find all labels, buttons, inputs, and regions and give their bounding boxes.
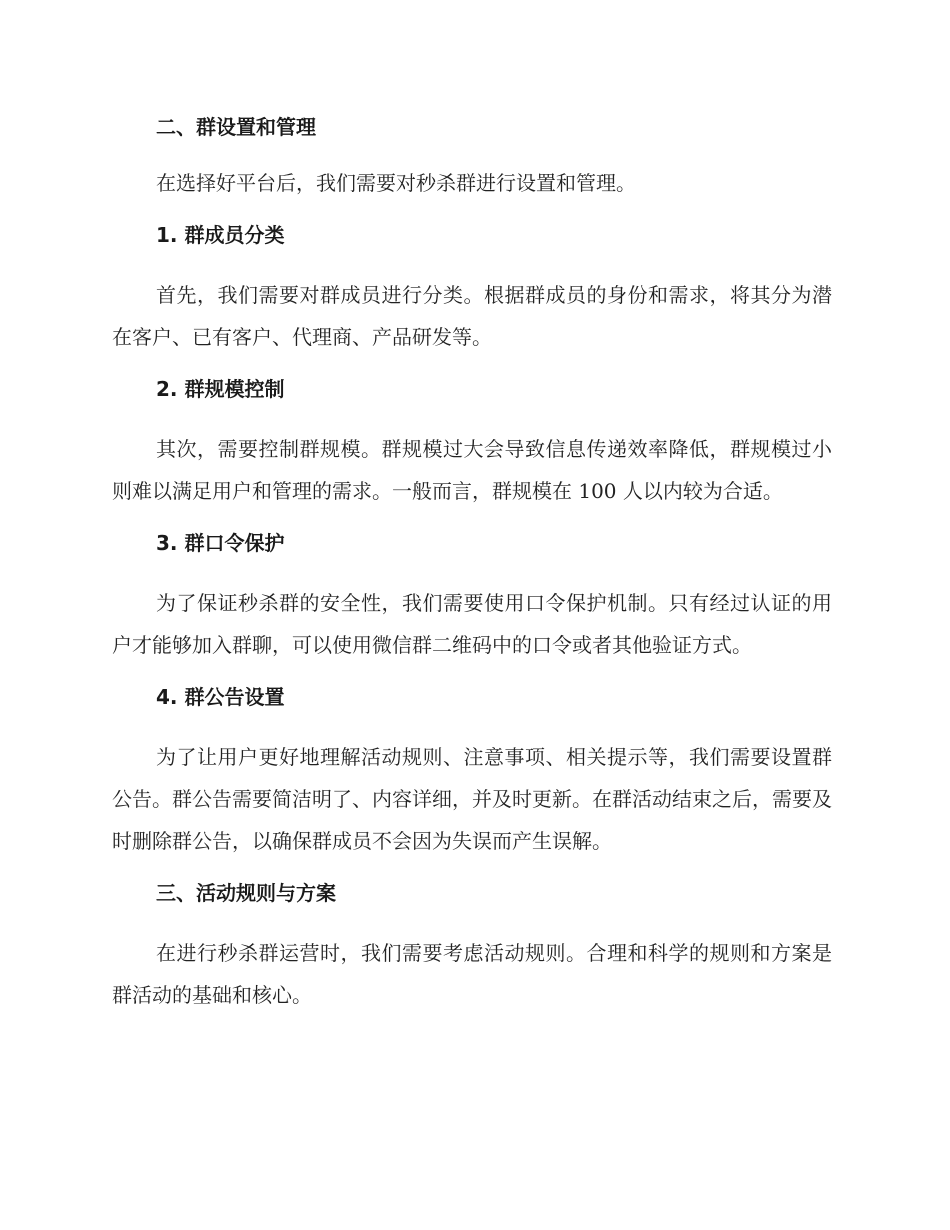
subheading-announcement-settings: 4. 群公告设置 xyxy=(156,685,285,709)
paragraph-announcement-settings: 为了让用户更好地理解活动规则、注意事项、相关提示等，我们需要设置群公告。群公告需要简洁明了、内容详细，并及时更新。在群活动结束之后，需要及时删除群公告，以确保群成员不会因为失误而产生误解。 xyxy=(112,745,832,853)
paragraph-password-protection: 为了保证秒杀群的安全性，我们需要使用口令保护机制。只有经过认证的用户才能够加入群聊，可以使用微信群二维码中的口令或者其他验证方式。 xyxy=(112,591,832,657)
paragraph-activity-rules: 在进行秒杀群运营时，我们需要考虑活动规则。合理和科学的规则和方案是群活动的基础和核心。 xyxy=(112,941,832,1007)
paragraph-group-size-control: 其次，需要控制群规模。群规模过大会导致信息传递效率降低，群规模过小则难以满足用户和管理的需求。一般而言，群规模在 100 人以内较为合适。 xyxy=(112,437,832,503)
paragraph-group-settings-intro: 在选择好平台后，我们需要对秒杀群进行设置和管理。 xyxy=(156,171,636,195)
subheading-password-protection: 3. 群口令保护 xyxy=(156,531,285,555)
paragraph-member-classification: 首先，我们需要对群成员进行分类。根据群成员的身份和需求，将其分为潜在客户、已有客户、代理商、产品研发等。 xyxy=(112,283,832,349)
section-heading-activity-rules: 三、活动规则与方案 xyxy=(156,881,336,905)
subheading-group-size-control: 2. 群规模控制 xyxy=(156,377,285,401)
subheading-member-classification: 1. 群成员分类 xyxy=(156,223,285,247)
section-heading-group-settings: 二、群设置和管理 xyxy=(156,115,316,139)
